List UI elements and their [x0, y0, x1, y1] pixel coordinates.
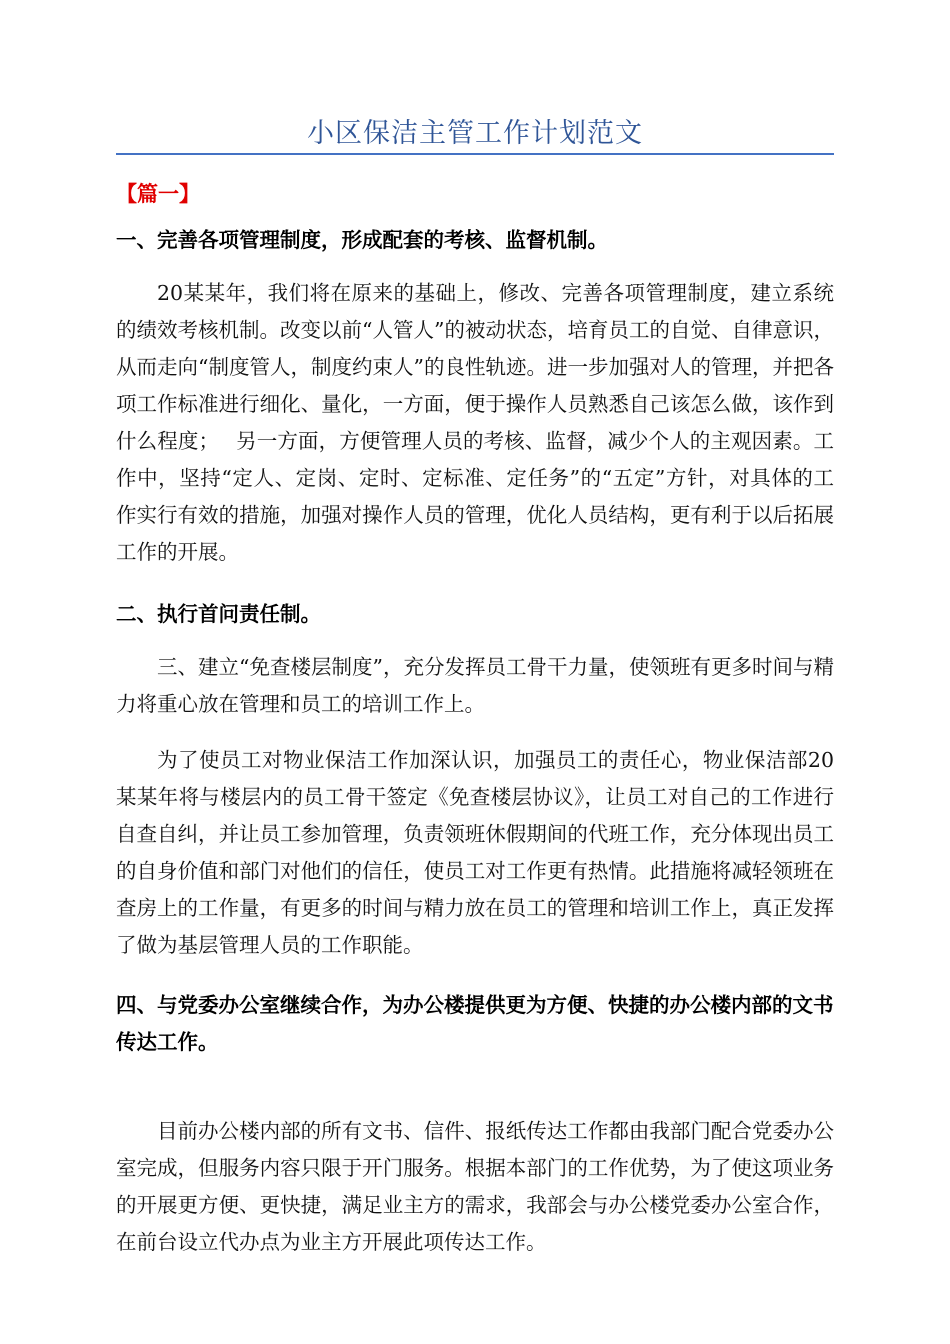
paragraph-1: 20某某年，我们将在原来的基础上，修改、完善各项管理制度，建立系统的绩效考核机制。改变以前“人管人”的被动状态，培育员工的自觉、自律意识，从而走向“制度管人，制度约束人”的良性轨迹。进一步加强对人的管理，并把各项工作标准进行细化、量化，一方面，便于操作人员熟悉自己该怎么做，该作到什么程度； 另一方面，方便管理人员的考核、监督，减少个人的主观因素。工作中，坚持“定人、定岗、定时、定标准、定任务”的“五定”方针，对具体的工作实行有效的措施，加强对操作人员的管理，优化人员结构，更有利于以后拓展工作的开展。 — [116, 281, 834, 564]
paragraph-2: 三、建立“免查楼层制度”，充分发挥员工骨干力量，使领班有更多时间与精力将重心放在管理和员工的培训工作上。 — [116, 655, 834, 716]
heading-1: 一、完善各项管理制度，形成配套的考核、监督机制。 — [116, 228, 608, 252]
paragraph-3: 为了使员工对物业保洁工作加深认识，加强员工的责任心，物业保洁部20某某年将与楼层内的员工骨干签定《免查楼层协议》，让员工对自己的工作进行自查自纠，并让员工参加管理，负责领班休假期间的代班工作，充分体现出员工的自身价值和部门对他们的信任，使员工对工作更有热情。此措施将减轻领班在查房上的工作量，有更多的时间与精力放在员工的管理和培训工作上，真正发挥了做为基层管理人员的工作职能。 — [116, 748, 834, 957]
section-mark: 【篇一】 — [116, 182, 200, 206]
heading-4: 四、与党委办公室继续合作，为办公楼提供更为方便、快捷的办公楼内部的文书传达工作。 — [116, 993, 834, 1054]
document-title: 小区保洁主管工作计划范文 — [307, 118, 643, 149]
title-underline — [116, 153, 834, 155]
heading-2: 二、执行首问责任制。 — [116, 602, 321, 626]
paragraph-4: 目前办公楼内部的所有文书、信件、报纸传达工作都由我部门配合党委办公室完成，但服务内容只限于开门服务。根据本部门的工作优势，为了使这项业务的开展更方便、更快捷，满足业主方的需求，我部会与办公楼党委办公室合作，在前台设立代办点为业主方开展此项传达工作。 — [116, 1119, 834, 1254]
